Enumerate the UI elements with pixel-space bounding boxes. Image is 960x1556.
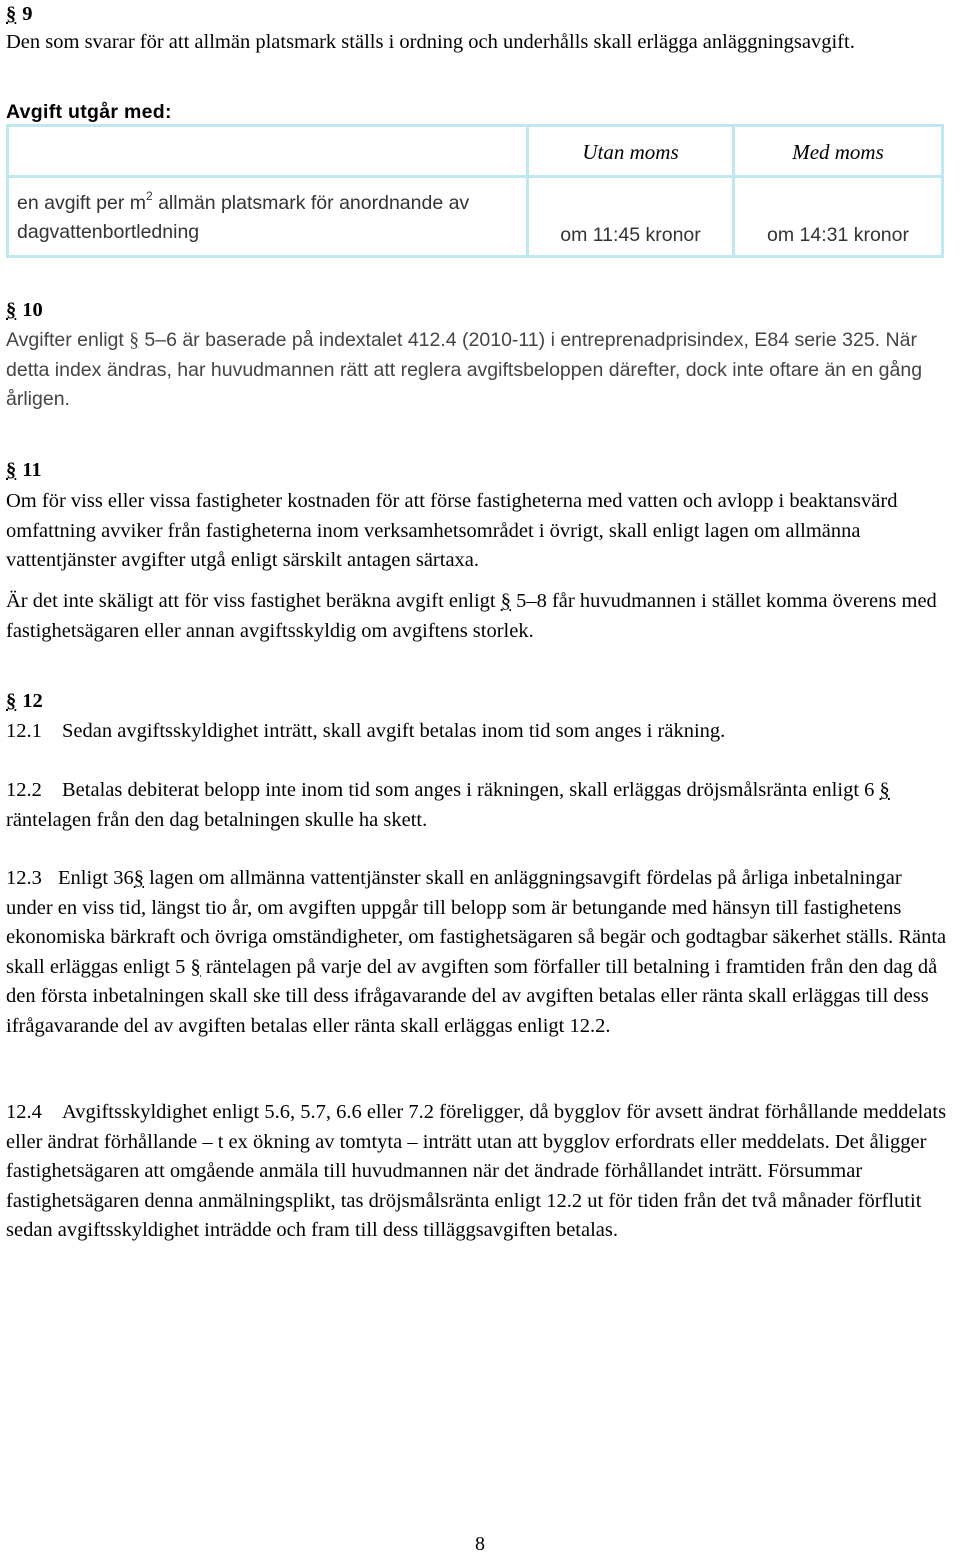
section-10-text xyxy=(6,326,952,415)
p3-post: räntelagen på varje del av avgiften som förfaller till betalning i framtiden från den dag då den första inbetalningen skall ske till dess ifrågavarande del av avgiften betalas eller ränta skall erläggas till dess ifrågavarande del av avgiften betalas eller ränta skall erläggas enligt 12.2. xyxy=(6,955,938,1037)
value-with-vat: om 14:31 kronor xyxy=(734,177,943,257)
paragraph-12-1 xyxy=(6,717,952,747)
paragraph-number: 12.1 xyxy=(6,720,42,742)
section-number: 12 xyxy=(22,690,43,712)
section-symbol: § xyxy=(6,690,17,712)
section-number: 11 xyxy=(22,459,42,481)
sec10-text-pre: Avgifter enligt xyxy=(6,329,130,351)
table-header-empty xyxy=(8,126,528,177)
section-11-heading xyxy=(6,456,952,486)
section-symbol: § xyxy=(6,3,17,25)
sec11-p2-post: 5–8 får huvudmannen i stället komma överens med fastighetsägaren eller annan avgiftsskyldig om avgiftens storlek. xyxy=(6,590,937,642)
section-symbol-inline: § xyxy=(133,867,144,889)
section-symbol-inline-2: § xyxy=(190,955,201,978)
fee-table xyxy=(6,124,944,258)
header-with-vat: Med moms xyxy=(734,126,943,177)
paragraph-number: 12.3 xyxy=(6,867,42,889)
section-symbol: § xyxy=(6,299,17,321)
section-10-heading xyxy=(6,296,952,326)
section-9-text: Den som svarar för att allmän platsmark ställs i ordning och underhålls skall erlägga anläggningsavgift. xyxy=(6,31,855,53)
section-number: 9 xyxy=(22,3,33,25)
section-symbol-inline: § xyxy=(879,779,890,801)
sec10-text-mid: 5–6 är baserade på indextalet 412.4 (2010-11) i entreprenadprisindex, E84 serie 325. xyxy=(138,329,881,351)
sec10-text-post: När detta index ändras, har huvudmannen rätt att reglera avgiftsbeloppen därefter, dock inte oftare än en gång årligen. xyxy=(6,329,923,410)
p2-post: räntelagen från den dag betalningen skulle ha skett. xyxy=(6,808,428,831)
section-symbol-inline: § xyxy=(500,590,511,612)
section-number: 10 xyxy=(22,299,43,321)
section-11-paragraph-1: Om för viss eller vissa fastigheter kostnaden för att förse fastigheterna med vatten och avlopp i beaktansvärd omfattning avviker från fastigheterna inom verksamhetsområdet i övrigt, skall enligt lagen om allmänna vattentjänster avgifter utgå enligt särskilt antagen särtaxa. xyxy=(6,490,898,571)
section-11-paragraph-2 xyxy=(6,587,952,646)
paragraph-number: 12.2 xyxy=(6,779,42,801)
page-number: 8 xyxy=(475,1533,485,1555)
fee-desc-post: allmän platsmark för anordnande av dagvattenbortledning xyxy=(17,192,470,243)
p2-pre: Betalas debiterat belopp inte inom tid som anges i räkningen, skall erläggas dröjsmålsränta enligt 6 xyxy=(62,779,880,801)
fee-subheading: Avgift utgår med: xyxy=(6,101,172,123)
header-without-vat: Utan moms xyxy=(528,126,734,177)
fee-desc-sup: 2 xyxy=(145,189,153,203)
paragraph-12-3 xyxy=(6,864,952,1041)
value-without-vat: om 11:45 kronor xyxy=(528,177,734,257)
p3-mid: lagen om allmänna vattentjänster skall en anläggningsavgift fördelas på årliga inbetalningar under en viss tid, längst tio år, om avgiften uppgår till belopp som är betungande med hänsyn till fastighetens ekonomiska bärkraft och övriga omständigheter, om fastighetsägaren så begär och godtagbar säkerhet ställs. Ränta skall erläggas enligt 5 xyxy=(6,867,947,978)
section-9-heading xyxy=(6,0,952,30)
p3-pre: Enligt 36 xyxy=(58,867,134,889)
section-12-heading xyxy=(6,687,952,717)
paragraph-12-4 xyxy=(6,1098,952,1246)
paragraph-text: Avgiftsskyldighet enligt 5.6, 5.7, 6.6 eller 7.2 föreligger, då bygglov för avsett ändrat förhållande meddelats eller ändrat förhållande – t ex ökning av tomtyta – inträtt utan att bygglov erfordrats eller meddelats. Det åligger fastighetsägaren att omgående anmäla till huvudmannen när det ändrade förhållandet inträtt. Försummar fastighetsägaren denna anmälningsplikt, tas dröjsmålsränta enligt 12.2 ut för tiden från det två månader förflutit sedan avgiftsskyldighet inträdde och fram till dess tilläggsavgiften betalas. xyxy=(6,1101,947,1241)
paragraph-text: Sedan avgiftsskyldighet inträtt, skall avgift betalas inom tid som anges i räkning. xyxy=(62,720,726,742)
fee-description xyxy=(8,177,528,257)
section-symbol-inline: § xyxy=(129,330,139,351)
paragraph-12-2 xyxy=(6,776,952,835)
section-symbol: § xyxy=(6,459,17,481)
fee-desc-pre: en avgift per m xyxy=(17,192,146,214)
sec11-p2-pre: Är det inte skäligt att för viss fastighet beräkna avgift enligt xyxy=(6,590,501,612)
paragraph-number: 12.4 xyxy=(6,1101,42,1123)
